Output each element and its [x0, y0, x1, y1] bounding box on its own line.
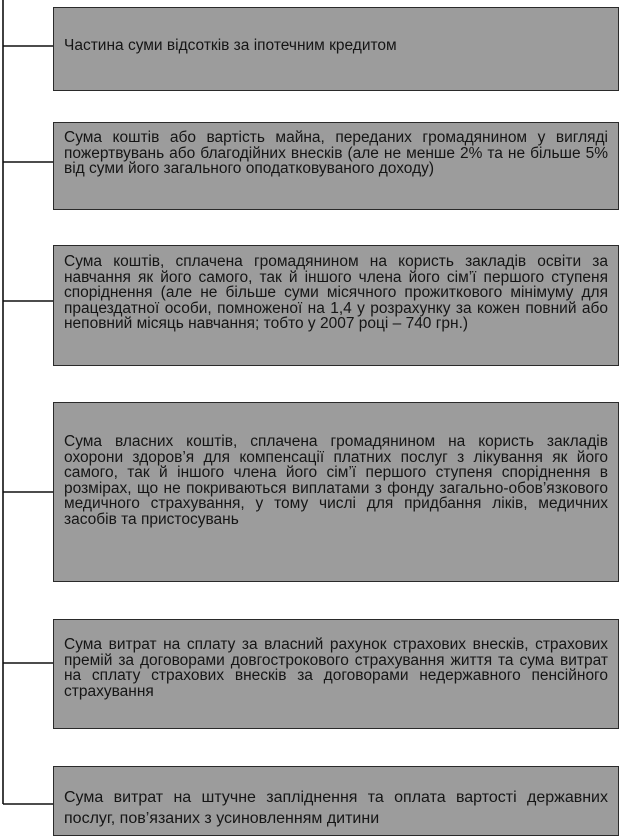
diagram-box-item-2 — [53, 122, 619, 210]
diagram-box-item-4 — [53, 402, 619, 582]
diagram-box-text: Сума коштів, сплачена громадянином на користь закладів освіти за навчання як його самого, так й іншого члена його сім’ї першого ступеня споріднення (але не більше суми місячного прожиткового мінімуму для працездатної особи, помноженої на 1,4 у розрахунку за кожен повний або неповний місяць навчання; тобто у 2007 році – 740 грн.) — [64, 253, 608, 332]
diagram-box-item-5 — [53, 619, 619, 729]
diagram-box-item-3 — [53, 245, 619, 366]
diagram-box-text: Частина суми відсотків за іпотечним кредитом — [64, 37, 397, 54]
diagram-box-text: Сума коштів або вартість майна, переданих громадянином у вигляді пожертвувань або благодійних внесків (але не менше 2% та не більше 5% від суми його загального оподатковуваного доходу) — [64, 129, 608, 177]
diagram-box-text: Сума витрат на сплату за власний рахунок страхових внесків, страхових премій за договорами довгострокового страхування життя та сума витрат на сплату страхових внесків за договорами недержавного пенсійного страхування — [64, 636, 608, 700]
diagram-box-item-6 — [53, 766, 619, 836]
diagram-box-item-1 — [53, 7, 619, 91]
diagram-box-text: Сума витрат на штучне запліднення та оплата вартості державних послуг, пов’язаних з усиновленням дитини — [64, 789, 608, 827]
diagram-box-text: Сума власних коштів, сплачена громадянином на користь закладів охорони здоров’я для компенсації платних послуг з лікування як його самого, так й іншого члена його сім’ї першого ступеня споріднення в розмірах, що не покриваються виплатами з фонду загально-обов’язкового медичного страхування, у тому числі для придбання ліків, медичних засобів та пристосувань — [64, 433, 608, 528]
